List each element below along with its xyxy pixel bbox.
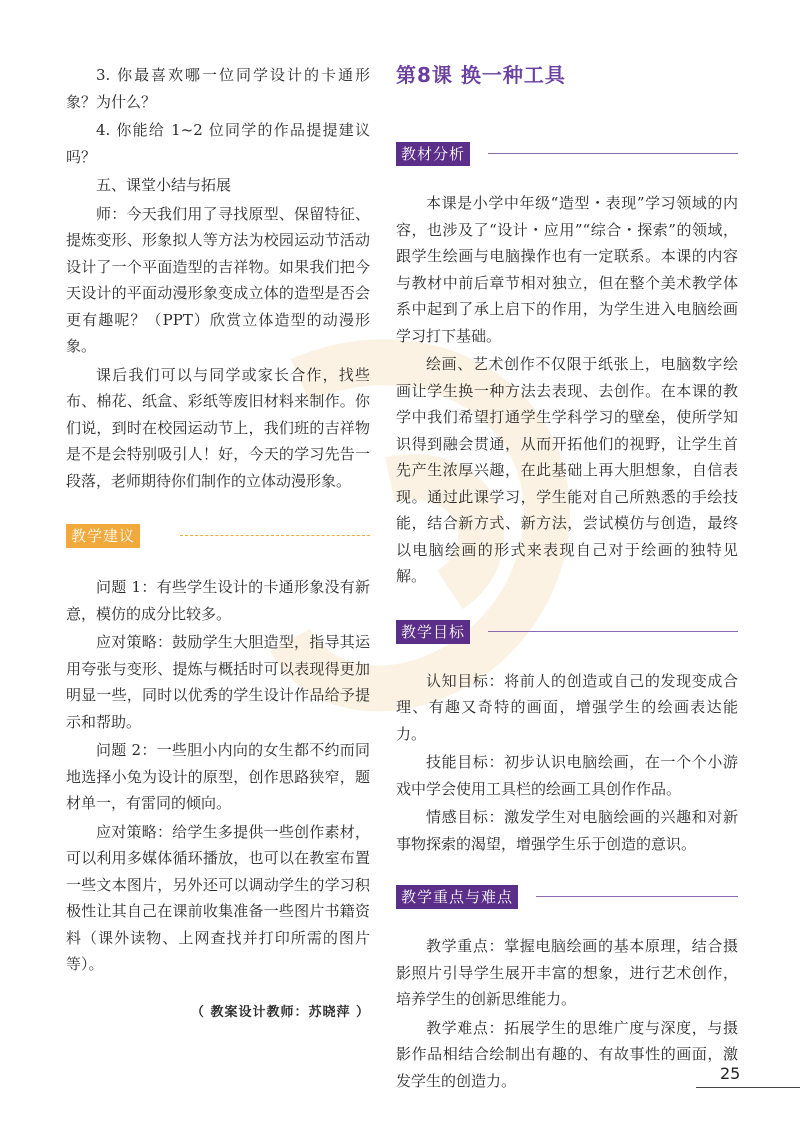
- section-title: 教学重点与难点: [396, 885, 518, 909]
- left-column: [66, 62, 370, 1026]
- paragraph: 技能目标：初步认识电脑绘画，在一个个小游戏中学会使用工具栏的绘画工具创作作品。: [396, 753, 738, 798]
- section-divider: [536, 896, 738, 897]
- paragraph: 绘画、艺术创作不仅限于纸张上，电脑数字绘画让学生换一种方法去表现、去创作。在本课的教学中我们希望打通学生学科学习的壁垒，使所学知识得到融会贯通，从而开拓他们的视野，让学生首先产生浓厚兴趣，在此基础上再大胆想象，自信表现。通过此课学习，学生能对自己所熟悉的手绘技能，结合新方式、新方法，尝试模仿与创造，最终以电脑绘画的形式来表现自己对于绘画的独特见解。: [396, 355, 738, 585]
- paragraph: 应对策略：鼓励学生大胆造型，指导其运用夸张与变形、提炼与概括时可以表现得更加明显一些，同时以优秀的学生设计作品给予提示和帮助。: [66, 633, 370, 731]
- right-column: [396, 62, 741, 1094]
- section-title: 教学建议: [66, 524, 140, 548]
- paragraph: 认知目标：将前人的创造或自己的发现变成合理、有趣又奇特的画面，增强学生的绘画表达能力。: [396, 671, 738, 743]
- paragraph: 问题 2：一些胆小内向的女生都不约而同地选择小兔为设计的原型，创作思路狭窄，题材单一，有雷同的倾向。: [66, 741, 370, 812]
- section-heading-teaching-objectives: [396, 620, 738, 644]
- section-heading-key-points: [396, 885, 738, 909]
- page-number-text: 25: [720, 1064, 741, 1083]
- paragraph: 应对策略：给学生多提供一些创作素材，可以利用多媒体循环播放，也可以在教室布置一些文本图片，另外还可以调动学生的学习积极性让其自己在课前收集准备一些图片书籍资料（课外读物、上网查找并打印所需的图片等）。: [66, 822, 370, 973]
- paragraph: 教学重点：掌握电脑绘画的基本原理，结合摄影照片引导学生展开丰富的想象，进行艺术创作，培养学生的创新思维能力。: [396, 937, 738, 1008]
- paragraph: 师：今天我们用了寻找原型、保留特征、提炼变形、形象拟人等方法为校园运动节活动设计了一个平面造型的吉祥物。如果我们把今天设计的平面动漫形象变成立体的造型是否会更有趣呢？（PPT）欣赏立体造型的动漫形象。: [66, 204, 370, 355]
- paragraph: 3. 你最喜欢哪一位同学设计的卡通形象？为什么？: [66, 66, 370, 111]
- paragraph: 本课是小学中年级“造型・表现”学习领域的内容，也涉及了“设计・应用”“综合・探索”的领域，跟学生绘画与电脑操作也有一定联系。本课的内容与教材中前后章节相对独立，但在整个美术教学体系中起到了承上启下的作用，为学生进入电脑绘画学习打下基础。: [396, 194, 738, 345]
- section-divider: [488, 153, 738, 154]
- page-number: [696, 1062, 800, 1088]
- paragraph: 课后我们可以与同学或家长合作，找些布、棉花、纸盒、彩纸等废旧材料来制作。你们说，到时在校园运动节上，我们班的吉祥物是不是会特别吸引人！好，今天的学习先告一段落，老师期待你们制作的立体动漫形象。: [66, 365, 370, 490]
- section-title: 教材分析: [396, 142, 470, 166]
- section-heading-teaching-suggestions: [66, 524, 370, 548]
- subheading: 五、课堂小结与拓展: [96, 176, 232, 194]
- section-divider: [180, 535, 370, 536]
- paragraph: 教学难点：拓展学生的思维广度与深度，与摄影作品相结合绘制出有趣的、有故事性的画面，激发学生的创造力。: [396, 1018, 738, 1090]
- author-credit: （ 教案设计教师：苏晓萍 ）: [190, 1004, 370, 1020]
- section-divider: [488, 631, 738, 632]
- section-title: 教学目标: [396, 620, 470, 644]
- paragraph: 情感目标：激发学生对电脑绘画的兴趣和对新事物探索的渴望，增强学生乐于创造的意识。: [396, 808, 738, 853]
- paragraph: 4. 你能给 1~2 位同学的作品提提建议吗？: [66, 121, 370, 166]
- lesson-title: 第8课 换一种工具: [396, 63, 566, 87]
- paragraph: 问题 1：有些学生设计的卡通形象没有新意，模仿的成分比较多。: [66, 578, 370, 623]
- section-heading-material-analysis: [396, 142, 738, 166]
